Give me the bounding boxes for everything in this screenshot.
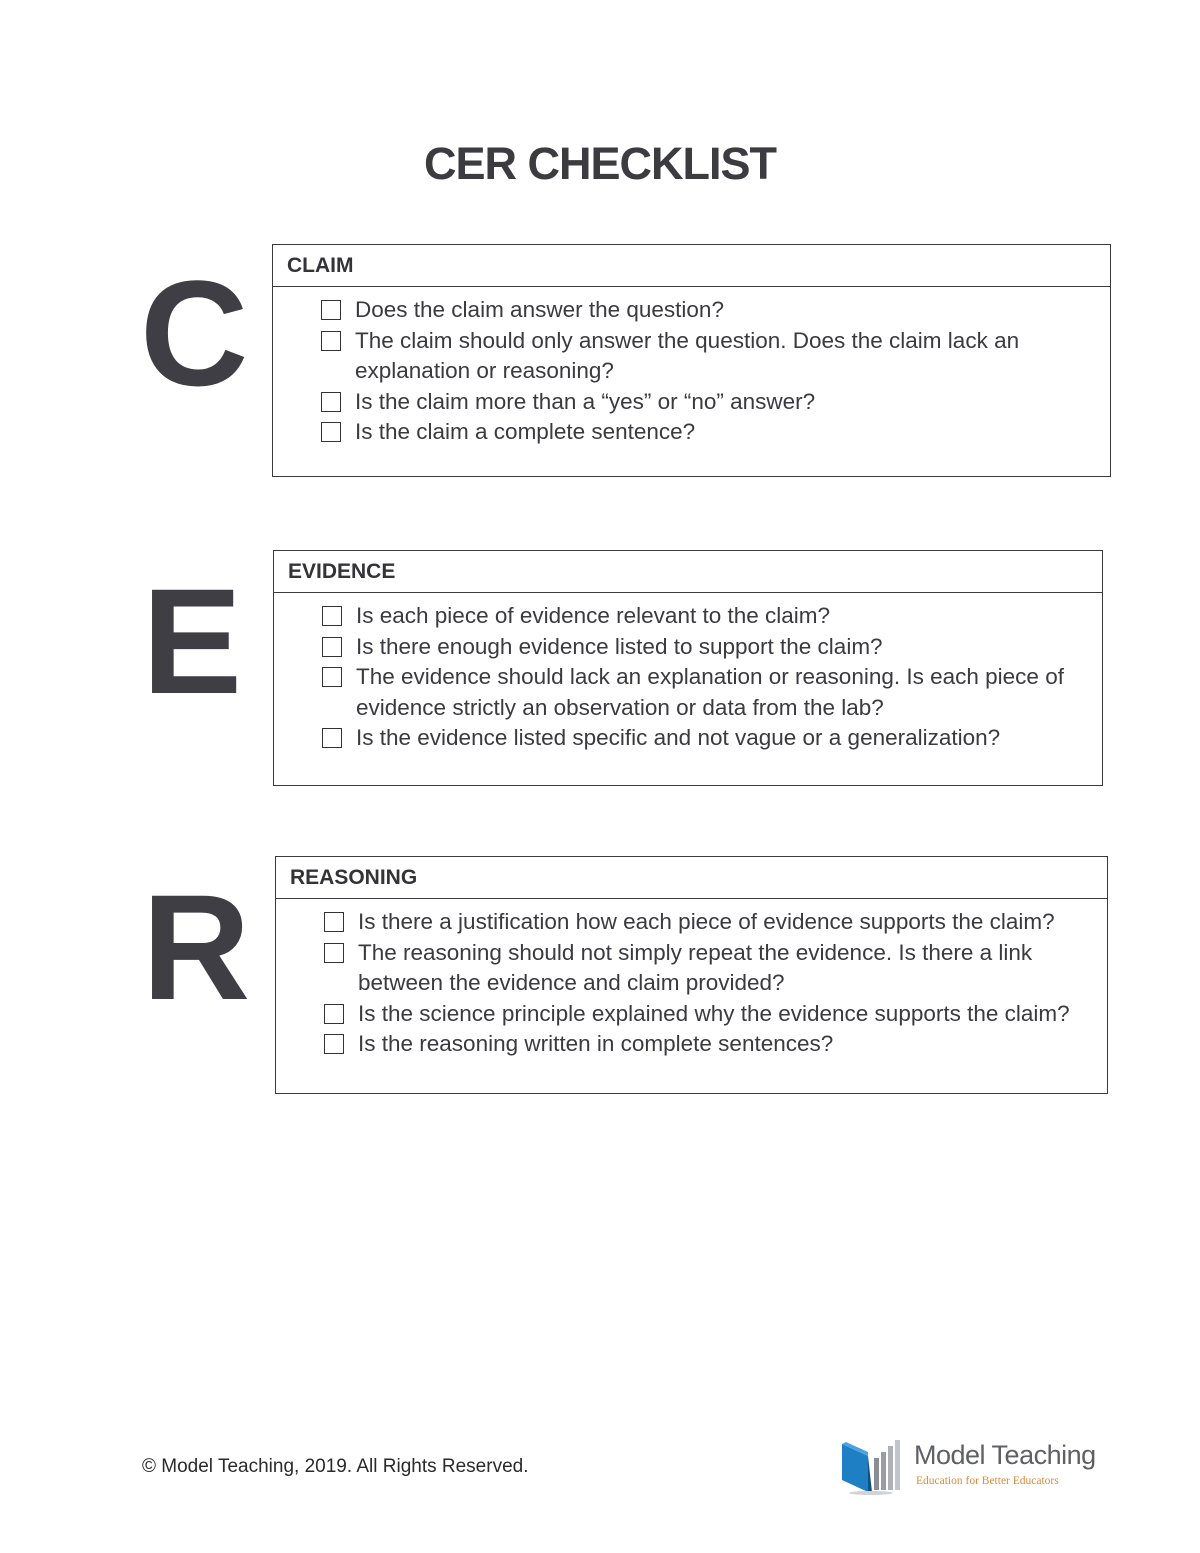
checklist-item [322,601,1102,632]
checklist-item-text: Does the claim answer the question? [355,297,724,322]
checkbox[interactable] [321,422,341,442]
checkbox[interactable] [322,667,342,687]
checklist-item-text: Is each piece of evidence relevant to the claim? [356,603,831,628]
logo-tagline: Education for Better Educators [916,1475,1059,1487]
checkbox[interactable] [322,606,342,626]
checklist-item [321,326,1110,387]
checklist-item [322,632,1102,663]
checklist-item [324,907,1107,938]
checklist-item [324,938,1107,999]
checklist-item [321,417,1110,448]
checklist-item-text: The reasoning should not simply repeat the evidence. Is there a link between the evidence and claim provided? [358,939,1033,995]
checkbox[interactable] [324,912,344,932]
section-claim [272,244,1111,477]
checklist-item-text: Is the science principle explained why the evidence supports the claim? [358,1000,1070,1026]
section-letter-reasoning: R [142,863,251,1031]
checklist-item [324,1029,1107,1060]
checklist-reasoning [276,899,1107,1060]
checklist-item [321,387,1110,418]
checkbox[interactable] [324,943,344,963]
book-icon [838,1436,908,1496]
checklist-item [324,999,1107,1030]
checklist-claim [273,287,1110,448]
checklist-item-text: Is the claim more than a “yes” or “no” answer? [355,388,816,414]
checklist-item-text: Is the evidence listed specific and not vague or a generalization? [356,725,1001,750]
section-evidence [273,550,1103,786]
checkbox[interactable] [322,637,342,657]
model-teaching-logo [838,1436,1108,1498]
section-heading-reasoning: REASONING [276,857,1107,899]
logo-name: Model Teaching [914,1440,1096,1470]
checklist-item-text: Is there a justification how each piece of evidence supports the claim? [358,909,1055,934]
section-letter-claim: C [140,249,249,417]
checklist-item-text: The claim should only answer the question. Does the claim lack an explanation or reasoning? [355,327,1020,383]
page-title: CER CHECKLIST [423,138,776,189]
section-reasoning [275,856,1108,1094]
checkbox[interactable] [321,331,341,351]
checkbox[interactable] [321,392,341,412]
checkbox[interactable] [324,1034,344,1054]
checklist-item [322,662,1102,723]
checklist-item-text: Is there enough evidence listed to support the claim? [356,633,883,659]
checklist-item-text: Is the claim a complete sentence? [355,419,696,444]
section-letter-evidence: E [142,557,243,725]
checklist-item [321,295,1110,326]
checklist-item-text: Is the reasoning written in complete sentences? [358,1031,834,1056]
section-heading-evidence: EVIDENCE [274,551,1102,593]
copyright-notice: © Model Teaching, 2019. All Rights Reserved. [142,1456,529,1477]
checkbox[interactable] [321,300,341,320]
checklist-item-text: The evidence should lack an explanation or reasoning. Is each piece of evidence strictly an observation or data from the lab? [356,664,1064,720]
checkbox[interactable] [322,728,342,748]
checklist-evidence [274,593,1102,754]
section-heading-claim: CLAIM [273,245,1110,287]
checkbox[interactable] [324,1004,344,1024]
checklist-item [322,723,1102,754]
